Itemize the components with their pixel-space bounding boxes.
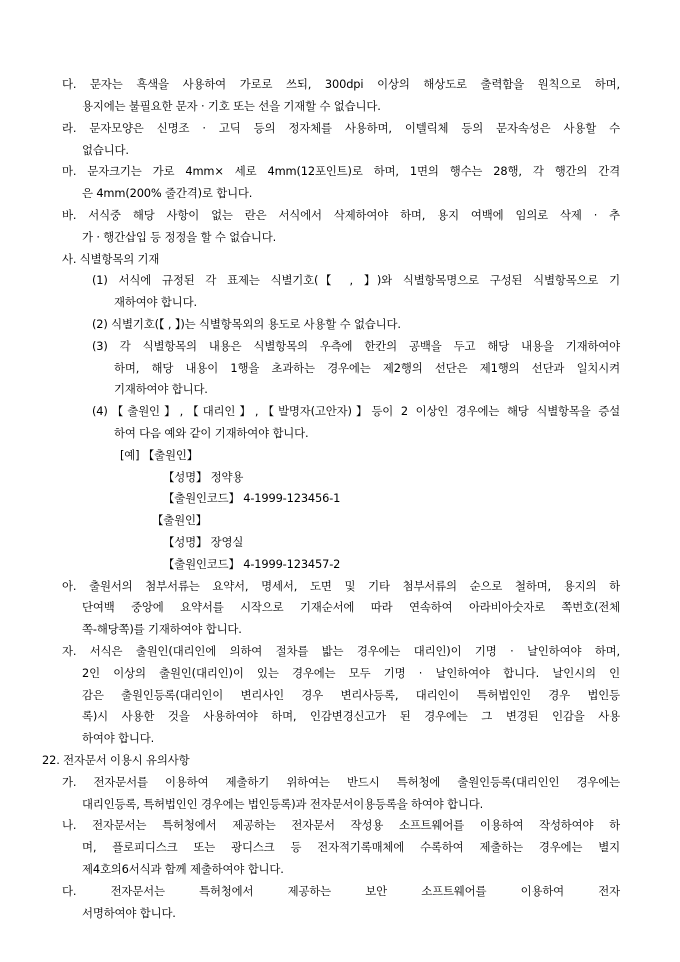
example-label: [예] 【출원인】 [120,448,198,462]
text-line: (3) 각 식별항목의 내용은 식별항목의 우측에 한칸의 공백을 두고 해당 내용을 기재하여야 [92,339,620,353]
text-line: 대리인등록, 특허법인인 경우에는 법인등록)과 전자문서이용등록을 하여야 합니다. [82,797,484,811]
text-line: 며, 플로피디스크 또는 광디스크 등 전자적기록매체에 수록하여 제출하는 경우에는 별지 [82,840,620,854]
text-line: 단여백 중앙에 요약서를 시작으로 기재순서에 따라 연속하여 아라비아숫자로 쪽번호(전체 [82,600,620,614]
example-line: 【출원인코드】 4-1999-123457-2 [163,557,341,571]
text-line: 재하여야 합니다. [114,295,197,309]
text-line: 기재하여야 합니다. [114,382,208,396]
text-line: 마. 문자크기는 가로 4mm× 세로 4mm(12포인트)로 하며, 1면의 행수는 28행, 각 행간의 간격 [62,164,620,178]
section-heading: 22. 전자문서 이용시 유의사항 [42,753,190,767]
text-line: 자. 서식은 출원인(대리인에 의하여 절차를 밟는 경우에는 대리인)이 기명 · 날인하여야 하며, [62,644,620,658]
text-line: (1) 서식에 규정된 각 표제는 식별기호(【 , 】)와 식별항목명으로 구성된 식별항목으로 기 [92,273,620,287]
text-line: 은 4mm(200% 줄간격)로 합니다. [82,186,253,200]
text-line: 제4호의6서식과 함께 제출하여야 합니다. [82,862,284,876]
text-line: 감은 출원인등록(대리인이 변리사인 경우 변리사등록, 대리인이 특허법인인 경우 법인등 [82,688,620,702]
text-line: (4)【출원인】,【대리인】,【발명자(고안자)】등이 2 이상인 경우에는 해당 식별항목을 증설 [92,404,620,418]
text-line: (2) 식별기호(【 , 】)는 식별항목외의 용도로 사용할 수 없습니다. [92,317,401,331]
text-line: 하여야 합니다. [82,731,155,745]
text-line: 서명하여야 합니다. [82,906,176,920]
text-line: 록)시 사용한 것을 사용하여야 하며, 인감변경신고가 된 경우에는 그 변경된 인감을 사용 [82,709,620,723]
text-line: 가 · 행간삽입 등 정정을 할 수 없습니다. [82,230,277,244]
example-line: 【출원인】 [152,513,208,527]
text-line: 다. 문자는 흑색을 사용하여 가로로 쓰되, 300dpi 이상의 해상도로 출력함을 원칙으로 하며, [62,77,620,91]
text-line: 다. 전자문서는 특허청에서 제공하는 보안 소프트웨어를 이용하여 전자 [62,884,620,898]
example-line: 【출원인코드】 4-1999-123456-1 [163,491,341,505]
text-line: 쪽-해당쪽)를 기재하여야 합니다. [82,622,242,636]
text-line: 라. 문자모양은 신명조 · 고딕 등의 정자체를 사용하며, 이텔릭체 등의 문자속성은 사용할 수 [62,121,620,135]
example-line: 【성명】 정약용 [163,470,244,484]
text-line: 바. 서식중 해당 사항이 없는 란은 서식에서 삭제하여야 하며, 용지 여백에 임의로 삭제 · 추 [62,208,620,222]
section-heading: 사. 식별항목의 기재 [62,252,160,266]
example-line: 【성명】 장영실 [163,535,244,549]
text-line: 가. 전자문서를 이용하여 제출하기 위하여는 반드시 특허청에 출원인등록(대리인인 경우에는 [62,775,620,789]
text-line: 없습니다. [82,143,129,157]
text-line: 아. 출원서의 첨부서류는 요약서, 명세서, 도면 및 기타 첨부서류의 순으로 철하며, 용지의 하 [62,579,620,593]
text-line: 2인 이상의 출원인(대리인)이 있는 경우에는 모두 기명 · 날인하여야 합니다. 날인시의 인 [82,666,620,680]
text-line: 나. 전자문서는 특허청에서 제공하는 전자문서 작성용 소프트웨어를 이용하여 작성하여야 하 [62,818,620,832]
text-line: 하며, 해당 내용이 1행을 초과하는 경우에는 제2행의 선단은 제1행의 선단과 일치시켜 [114,361,620,375]
text-line: 용지에는 불필요한 문자 · 기호 또는 선을 기재할 수 없습니다. [82,99,381,113]
text-line: 하여 다음 예와 같이 기재하여야 합니다. [114,426,309,440]
